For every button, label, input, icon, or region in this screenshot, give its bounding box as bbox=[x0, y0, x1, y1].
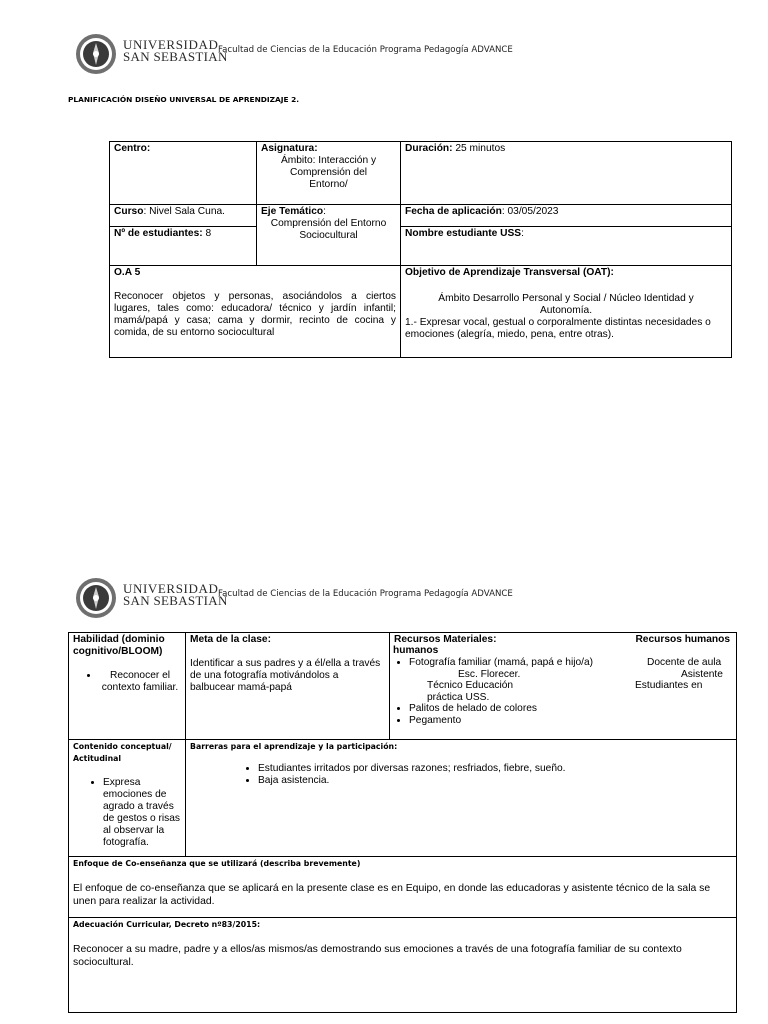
meta-label: Meta de la clase: bbox=[190, 634, 271, 645]
university-line1: UNIVERSIDAD bbox=[123, 37, 219, 52]
recursos-item: • Pegamento bbox=[409, 715, 733, 727]
habilidad-item: • Reconocer el contexto familiar. bbox=[99, 670, 181, 694]
centro-label: Centro: bbox=[114, 143, 151, 154]
estudiantes-label: Nº de estudiantes: bbox=[114, 228, 203, 239]
faculty-title: Facultad de Ciencias de la Educación Programa Pedagogía ADVANCE bbox=[218, 589, 513, 599]
habilidad-cell bbox=[68, 632, 186, 740]
recursos-content bbox=[393, 657, 733, 726]
university-name bbox=[123, 39, 228, 63]
fecha-value: : 03/05/2023 bbox=[501, 206, 559, 217]
adecuacion-label: Adecuación Curricular, Decreto nº83/2015: bbox=[73, 920, 261, 929]
adecuacion-cell bbox=[68, 917, 737, 1013]
university-line2: SAN SEBASTIAN bbox=[123, 49, 228, 64]
contenido-label: Contenido conceptual/ Actitudinal bbox=[73, 742, 172, 763]
oat-label: Objetivo de Aprendizaje Transversal (OAT): bbox=[405, 267, 614, 278]
oa-label: O.A 5 bbox=[114, 267, 141, 278]
curso-value: : Nivel Sala Cuna. bbox=[143, 206, 225, 217]
contenido-item: • Expresa emociones de agrado a través de gestos o risas al observar la fotografía. bbox=[103, 777, 181, 849]
coensenanza-text: El enfoque de co-enseñanza que se aplicará en la presente clase es en Equipo, en donde las educadoras y asistente técnico de la sala se unen para realizar la actividad. bbox=[73, 883, 711, 907]
humanos-1: Docente de aula bbox=[647, 657, 722, 668]
university-line2: SAN SEBASTIAN bbox=[123, 593, 228, 608]
habilidad-label: Habilidad (dominio cognitivo/BLOOM) bbox=[73, 634, 165, 657]
page-header bbox=[75, 33, 715, 75]
eje-cell: Eje Temático: Comprensión del Entorno Sociocultural bbox=[256, 204, 401, 266]
recursos-humanos-label: Recursos humanos bbox=[635, 634, 730, 645]
recursos-humanos-label-line2: humanos bbox=[393, 645, 439, 656]
oat-text: 1.- Expresar vocal, gestual o corporalmente distintas necesidades o emociones (alegría, miedo, pena, entre otras). bbox=[405, 317, 711, 340]
estudiantes-cell bbox=[109, 226, 257, 266]
contenido-cell bbox=[68, 739, 186, 857]
duracion-label: Duración: bbox=[405, 143, 453, 154]
fecha-label: Fecha de aplicación bbox=[405, 206, 502, 217]
eje-label: Eje Temático bbox=[261, 206, 324, 217]
meta-text: Identificar a sus padres y a él/ella a través de una fotografía motivándolos a balbucear mamá-papá bbox=[190, 658, 381, 693]
barreras-cell bbox=[185, 739, 737, 857]
curso-label: Curso bbox=[114, 206, 144, 217]
oat-ambito: Ámbito Desarrollo Personal y Social / Núcleo Identidad y Autonomía. bbox=[438, 293, 694, 316]
barreras-item: • Baja asistencia. bbox=[258, 775, 732, 787]
recursos-item-2: Esc. Florecer. bbox=[458, 668, 521, 680]
university-line1: UNIVERSIDAD bbox=[123, 581, 219, 596]
humanos-2: Asistente bbox=[681, 668, 723, 680]
coensenanza-label: Enfoque de Co-enseñanza que se utilizará (describa brevemente) bbox=[73, 859, 361, 868]
recursos-item-4: práctica USS. bbox=[427, 691, 490, 703]
meta-cell bbox=[185, 632, 390, 740]
recursos-item-text: Fotografía familiar (mamá, papá e hijo/a) bbox=[409, 657, 594, 668]
oa-cell bbox=[109, 265, 401, 358]
duracion-cell bbox=[400, 141, 732, 205]
page-header-2 bbox=[75, 577, 715, 619]
centro-cell bbox=[109, 141, 257, 205]
university-seal-logo bbox=[75, 33, 117, 75]
barreras-label: Barreras para el aprendizaje y la participación: bbox=[190, 742, 398, 751]
recursos-item-3: Técnico Educación bbox=[427, 680, 514, 691]
university-seal-logo bbox=[75, 577, 117, 619]
barreras-item: • Estudiantes irritados por diversas razones; resfriados, fiebre, sueño. bbox=[258, 763, 732, 775]
eje-value: Comprensión del Entorno Sociocultural bbox=[270, 218, 387, 241]
nombre-cell: Nombre estudiante USS: bbox=[400, 226, 732, 266]
page-title: PLANIFICACIÓN DISEÑO UNIVERSAL DE APRENDIZAJE 2. bbox=[68, 95, 300, 104]
humanos-3: Estudiantes en bbox=[635, 680, 703, 691]
curso-cell bbox=[109, 204, 257, 227]
faculty-title: Facultad de Ciencias de la Educación Programa Pedagogía ADVANCE bbox=[218, 45, 513, 55]
university-name bbox=[123, 583, 228, 607]
estudiantes-value: 8 bbox=[205, 228, 212, 239]
coensenanza-cell bbox=[68, 856, 737, 918]
asignatura-value: Ámbito: Interacción y Comprensión del Entorno/ bbox=[280, 155, 377, 190]
duracion-value: 25 minutos bbox=[455, 143, 506, 154]
oa-text: Reconocer objetos y personas, asociándolos a ciertos lugares, tales como: educadora/ técnico y jardín infantil; mamá/papá y casa; cama y dormir, recinto de cocina y comida, de su entorno sociocultural bbox=[114, 291, 396, 338]
oat-cell bbox=[400, 265, 732, 358]
fecha-cell bbox=[400, 204, 732, 227]
recursos-label: Recursos Materiales: bbox=[394, 634, 497, 645]
nombre-label: Nombre estudiante USS bbox=[405, 228, 522, 239]
adecuacion-text: Reconocer a su madre, padre y a ellos/as mismos/as demostrando sus emociones a través de una fotografía familiar de su contexto sociocultural. bbox=[73, 944, 682, 968]
asignatura-cell bbox=[256, 141, 401, 205]
recursos-item: • Palitos de helado de colores bbox=[409, 703, 733, 715]
asignatura-label: Asignatura: bbox=[261, 143, 318, 154]
